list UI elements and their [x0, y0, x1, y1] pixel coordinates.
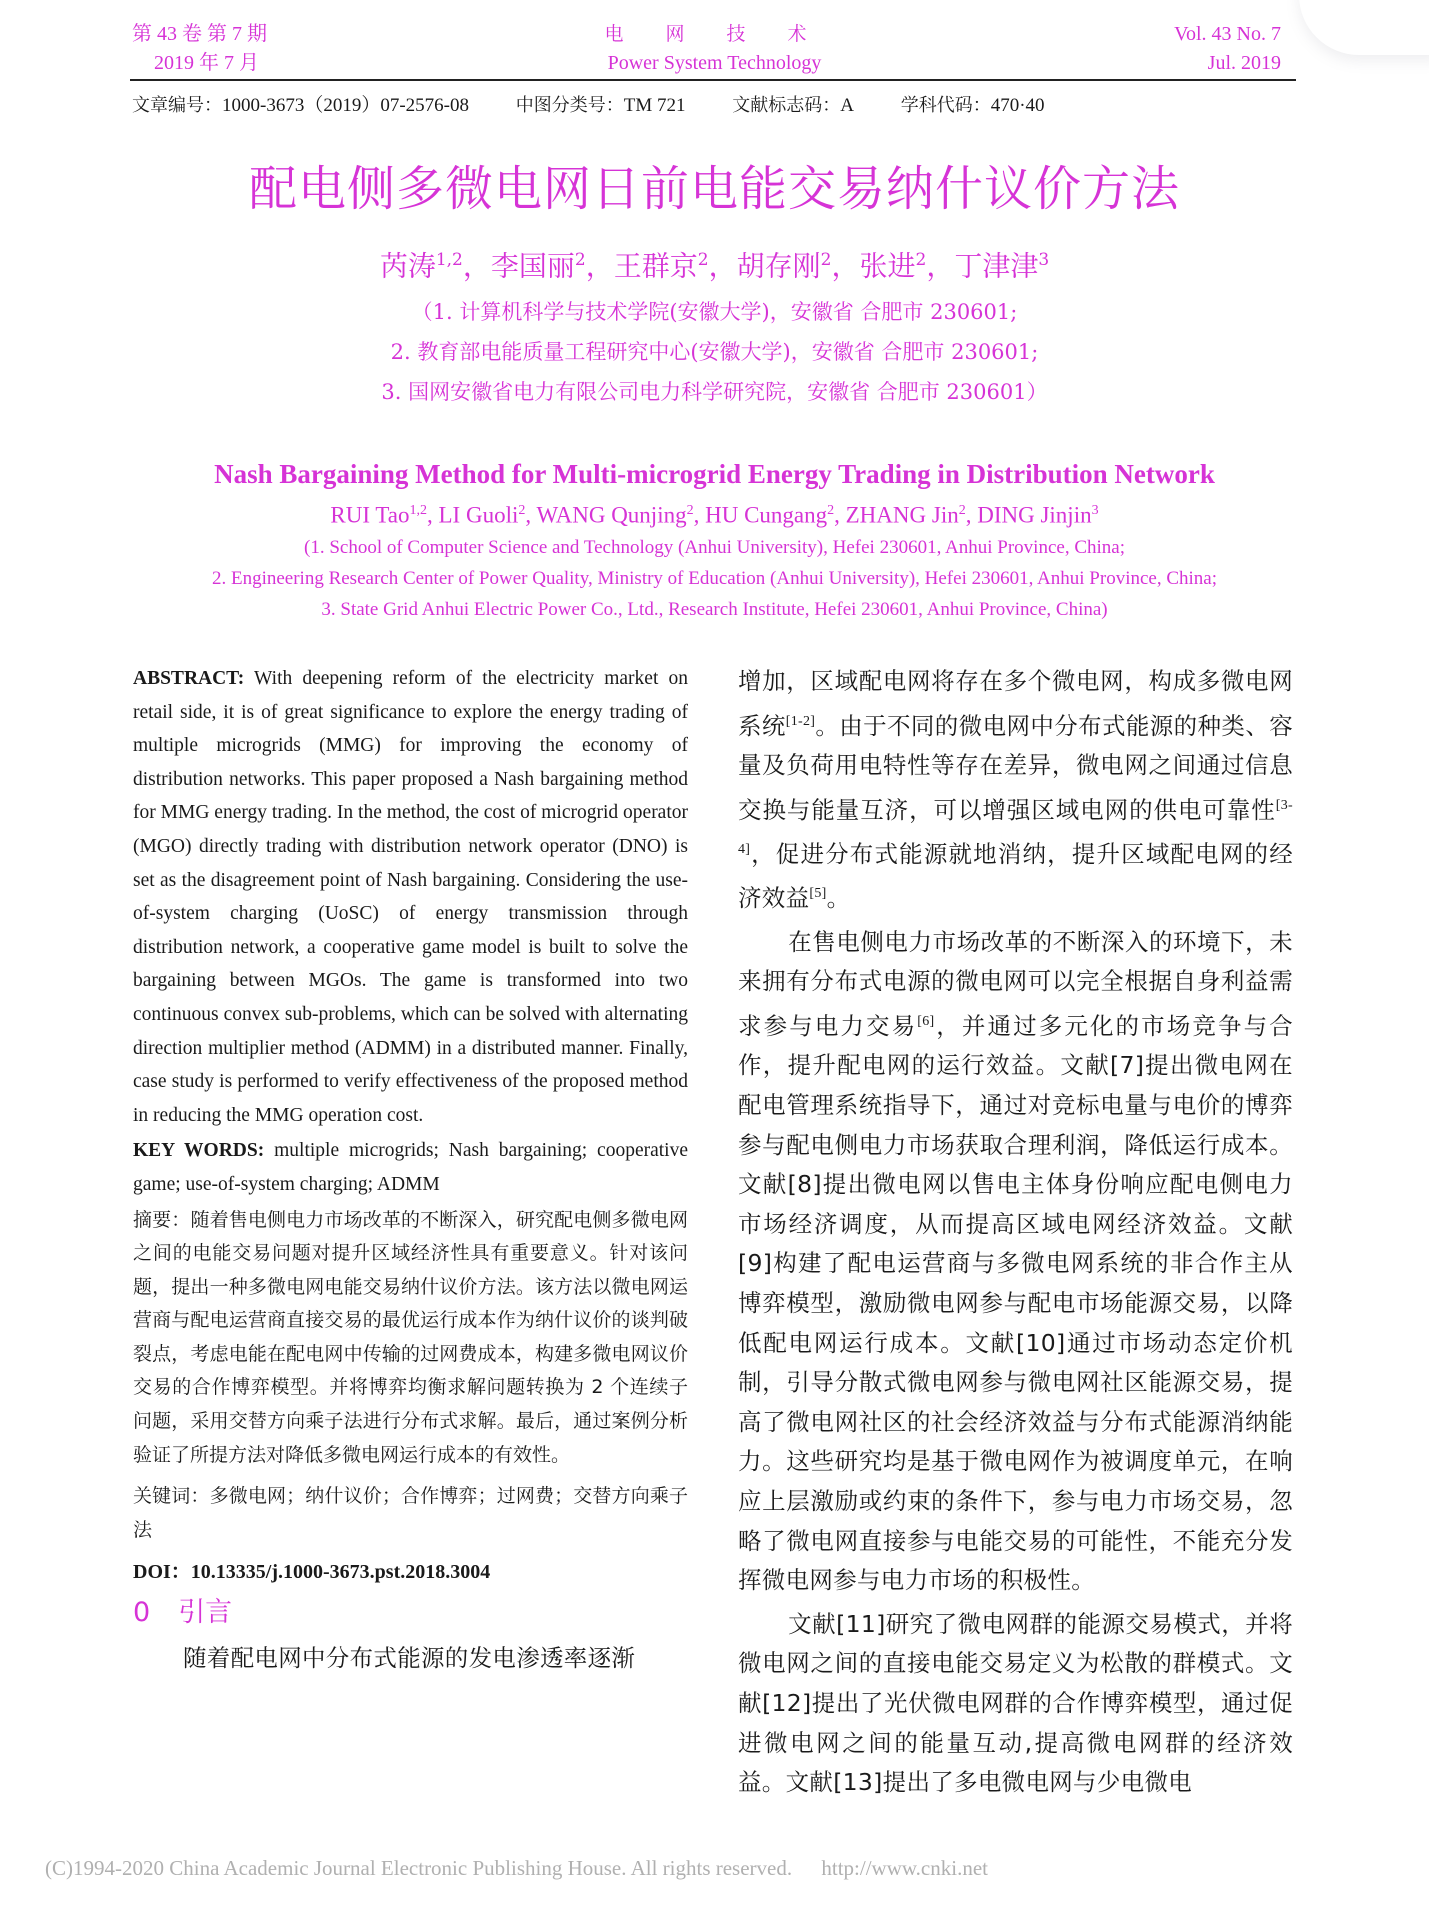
- author-list-en: RUI Tao$^{1,2}$, LI Guoli$^2$, WANG Qunjing$^2$, HU Cungang$^2$, ZHANG Jin$^2$, DING Jinjin$^3$: [330, 502, 1099, 528]
- affiliation-cn-3: 3. 国网安徽省电力有限公司电力科学研究院，安徽省 合肥市 230601）: [381, 380, 1048, 404]
- body-paragraph: 文献[11]研究了微电网群的能源交易模式，并将微电网之间的直接电能交易定义为松散的群模式。文献[12]提出了光伏微电网群的合作博弈模型，通过促进微电网之间的能量互动,提高微电网群的经济效益。文献[13]提出了多电微电网与少电微电: [738, 1609, 1293, 1797]
- abstract-en: ABSTRACT: With deepening reform of the electricity market on retail side, it is of great significance to explore the energy trading of multiple microgrids (MMG) for improving the economy of distribution networks. This paper proposed a Nash bargaining method for MMG energy trading. In the method, the cost of microgrid operator (MGO) directly trading with distribution network operator (DNO) is set as the disagreement point of Nash bargaining. Considering the use-of-system charging (UoSC) of energy transmission through distribution network, a cooperative game model is built to solve the bargaining between MGOs. The game is transformed into two continuous convex sub-problems, which can be solved with alternating direction multiplier method (ADMM) in a distributed manner. Finally, case study is performed to verify effectiveness of the proposed method in reducing the MMG operation cost.: [133, 668, 688, 1126]
- keywords-cn: 关键词：多微电网；纳什议价；合作博弈；过网费；交替方向乘子法: [133, 1485, 688, 1541]
- citation-marker[interactable]: [5]: [809, 886, 827, 902]
- affiliation-marker: 1,2: [435, 250, 463, 270]
- affiliation-cn-2: 2. 教育部电能质量工程研究中心(安徽大学)，安徽省 合肥市 230601;: [390, 340, 1039, 364]
- affiliation-marker: 2: [820, 250, 832, 270]
- paper-title-cn: 配电侧多微电网日前电能交易纳什议价方法: [248, 161, 1180, 217]
- author-name: 王群京: [613, 249, 698, 283]
- author-name: 芮涛: [379, 249, 436, 283]
- subject-code: 学科代码：470·40: [900, 95, 1045, 116]
- affiliation-marker: 2: [827, 503, 835, 518]
- header-divider: [130, 79, 1296, 81]
- author-name: 张进: [859, 249, 916, 283]
- header-issue-en: [1174, 20, 1281, 78]
- affiliation-marker: 1,2: [409, 503, 427, 518]
- article-number: 文章编号：1000-3673（2019）07-2576-08: [132, 95, 469, 116]
- author-name: WANG Qunjing: [536, 502, 687, 528]
- affiliation-marker: 2: [686, 503, 694, 518]
- article-meta: [132, 92, 1087, 120]
- affiliation-marker: 2: [518, 503, 526, 518]
- author-name: LI Guoli: [438, 502, 519, 528]
- author-name: 丁津津: [954, 249, 1039, 283]
- intro-paragraph-start: 随着配电网中分布式能源的发电渗透率逐渐: [183, 1644, 636, 1673]
- author-name: HU Cungang: [705, 502, 828, 528]
- author-name: RUI Tao: [330, 502, 410, 528]
- affiliation-marker: 2: [697, 250, 709, 270]
- doi-link[interactable]: 10.13335/j.1000-3673.pst.2018.3004: [190, 1561, 491, 1584]
- abstract-label: ABSTRACT:: [133, 668, 245, 689]
- left-column: [133, 662, 688, 1679]
- author-list-cn: 芮涛$^{1,2}$，李国丽$^2$，王群京$^2$，胡存刚$^2$，张进$^2$，丁津津$^3$: [379, 249, 1050, 283]
- volume-cn: 第 43 卷 第 7 期: [132, 23, 267, 45]
- keywords-en: KEY WORDS: multiple microgrids; Nash bargaining; cooperative game; use-of-system charging; ADMM: [133, 1140, 688, 1195]
- citation-marker[interactable]: [1-2]: [785, 713, 816, 729]
- volume-en: Vol. 43 No. 7: [1174, 23, 1281, 45]
- affiliation-cn-1: （1. 计算机科学与技术学院(安徽大学)，安徽省 合肥市 230601;: [411, 300, 1018, 324]
- section-heading-introduction: 0 引言: [133, 1597, 233, 1629]
- affiliation-marker: 2: [574, 250, 586, 270]
- copyright-text: (C)1994-2020 China Academic Journal Electronic Publishing House. All rights reserved.: [45, 1856, 793, 1880]
- date-cn: 2019 年 7 月: [154, 52, 259, 74]
- abstract-cn: 摘要：随着售电侧电力市场改革的不断深入，研究配电侧多微电网之间的电能交易问题对提升区域经济性具有重要意义。针对该问题，提出一种多微电网电能交易纳什议价方法。该方法以微电网运营商与配电运营商直接交易的最优运行成本作为纳什议价的谈判破裂点，考虑电能在配电网中传输的过网费成本，构建多微电网议价交易的合作博弈模型。并将博弈均衡求解问题转换为 2 个连续子问题，采用交替方向乘子法进行分布式求解。最后，通过案例分析验证了所提方法对降低多微电网运行成本的有效性。: [133, 1208, 688, 1466]
- clc-number: 中图分类号：TM 721: [515, 95, 686, 116]
- paper-title-en: Nash Bargaining Method for Multi-microgrid Energy Trading in Distribution Network: [214, 459, 1215, 489]
- journal-name-en: Power System Technology: [607, 52, 822, 74]
- keywords-label: KEY WORDS:: [133, 1140, 265, 1162]
- affiliation-marker: 2: [915, 250, 927, 270]
- body-paragraph: 在售电侧电力市场改革的不断深入的环境下，未来拥有分布式电源的微电网可以完全根据自身利益需求参与电力交易[6]，并通过多元化的市场竞争与合作，提升配电网的运行效益。文献[7]提出微电网在配电管理系统指导下，通过对竞标电量与电价的博弈参与配电侧电力市场获取合理利润，降低运行成本。文献[8]提出微电网以售电主体身份响应配电侧电力市场经济调度，从而提高区域电网经济效益。文献[9]构建了配电运营商与多微电网系统的非合作主从博弈模型，激励微电网参与配电市场能源交易，以降低配电网运行成本。文献[10]通过市场动态定价机制，引导分散式微电网参与微电网社区能源交易，提高了微电网社区的社会经济效益与分布式能源消纳能力。这些研究均是基于微电网作为被调度单元，在响应上层激励或约束的条件下，参与电力市场交易，忽略了微电网直接参与电能交易的可能性，不能充分发挥微电网参与电力市场的积极性。: [738, 927, 1294, 1595]
- journal-name-cn: 电 网 技 术: [604, 23, 825, 45]
- author-name: DING Jinjin: [977, 502, 1092, 528]
- citation-marker[interactable]: [6]: [917, 1014, 935, 1030]
- body-paragraph: 增加，区域配电网将存在多个微电网，构成多微电网系统[1-2]。由于不同的微电网中分布式能源的种类、容量及负荷用电特性等存在差异，微电网之间通过信息交换与能量互济，可以增强区域电网的供电可靠性[3-4]，促进分布式能源就地消纳，提升区域配电网的经济效益[5]。: [738, 667, 1293, 913]
- author-name: 胡存刚: [736, 249, 821, 283]
- document-code: 文献标志码：A: [732, 95, 854, 116]
- copyright-footer: [45, 1856, 988, 1881]
- doi: DOI：10.13335/j.1000-3673.pst.2018.3004: [133, 1561, 491, 1584]
- author-name: 李国丽: [490, 249, 575, 283]
- citation-marker[interactable]: [3-4]: [738, 797, 1293, 858]
- affiliation-en-2: 2. Engineering Research Center of Power Quality, Ministry of Education (Anhui University), Hefei 230601, Anhui Province, China;: [211, 568, 1218, 589]
- affiliation-en-1: (1. School of Computer Science and Technology (Anhui University), Hefei 230601, Anhui Province, China;: [304, 537, 1125, 558]
- cnki-link[interactable]: http://www.cnki.net: [821, 1856, 988, 1880]
- affiliation-marker: 3: [1038, 250, 1050, 270]
- right-column: [738, 662, 1293, 1803]
- author-name: ZHANG Jin: [845, 502, 959, 528]
- affiliation-marker: 2: [958, 503, 966, 518]
- affiliation-marker: 3: [1091, 503, 1099, 518]
- date-en: Jul. 2019: [1207, 52, 1281, 74]
- affiliation-en-3: 3. State Grid Anhui Electric Power Co., Ltd., Research Institute, Hefei 230601, Anhui Province, China): [321, 599, 1108, 620]
